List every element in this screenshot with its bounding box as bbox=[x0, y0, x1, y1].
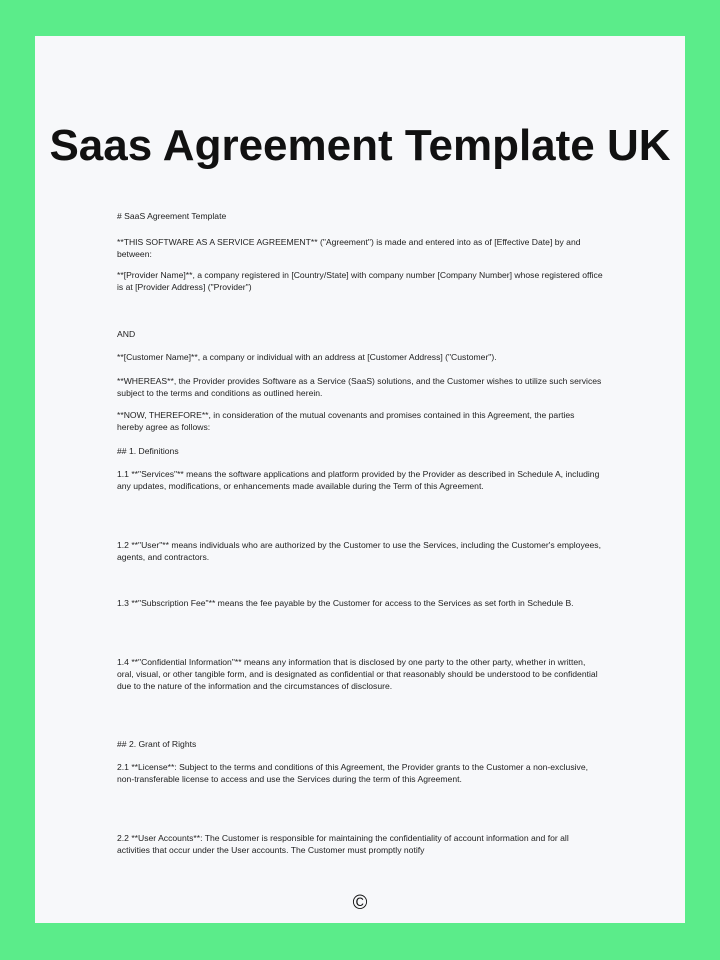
therefore-paragraph: **NOW, THEREFORE**, in consideration of the mutual covenants and promises contained in this Agreement, the parties hereby agree as follows: bbox=[117, 410, 575, 432]
section-grant-heading: ## 2. Grant of Rights bbox=[117, 739, 197, 749]
doc-heading: # SaaS Agreement Template bbox=[117, 211, 227, 221]
provider-paragraph: **[Provider Name]**, a company registered in [Country/State] with company number [Company Number] whose registered office is at [Provider Address] ("Provider") bbox=[117, 270, 603, 292]
definition-1-3: 1.3 **"Subscription Fee"** means the fee payable by the Customer for access to the Services as set forth in Schedule B. bbox=[117, 598, 574, 608]
definition-1-4: 1.4 **"Confidential Information"** means any information that is disclosed by one party to the other party, whether in written, oral, visual, or other tangible form, and is designated as confidential or that reasonably should be understood to be confidential due to the nature of the information and the circumstances of disclosure. bbox=[117, 657, 598, 691]
and-separator: AND bbox=[117, 329, 136, 339]
whereas-paragraph: **WHEREAS**, the Provider provides Software as a Service (SaaS) solutions, and the Customer wishes to utilize such services subject to the terms and conditions as outlined herein. bbox=[117, 376, 602, 398]
definition-1-1: 1.1 **"Services"** means the software applications and platform provided by the Provider as described in Schedule A, including any updates, modifications, or enhancements made available during the Term of this Agreement. bbox=[117, 469, 600, 491]
copyright-icon: © bbox=[352, 892, 368, 914]
banner-title: Saas Agreement Template UK bbox=[49, 121, 671, 170]
definition-1-2: 1.2 **"User"** means individuals who are authorized by the Customer to use the Services, including the Customer's employees, agents, and contractors. bbox=[117, 540, 601, 562]
intro-paragraph: **THIS SOFTWARE AS A SERVICE AGREEMENT** ("Agreement") is made and entered into as of [Effective Date] by and between: bbox=[117, 237, 581, 259]
grant-2-2: 2.2 **User Accounts**: The Customer is responsible for maintaining the confidentiality of account information and for all activities that occur under the User accounts. The Customer must promptly notify bbox=[117, 833, 569, 855]
section-definitions-heading: ## 1. Definitions bbox=[117, 446, 179, 456]
customer-paragraph: **[Customer Name]**, a company or individual with an address at [Customer Address] ("Customer"). bbox=[117, 352, 497, 362]
grant-2-1: 2.1 **License**: Subject to the terms and conditions of this Agreement, the Provider grants to the Customer a non-exclusive, non-transferable license to access and use the Services during the term of this Agreement. bbox=[117, 762, 589, 784]
